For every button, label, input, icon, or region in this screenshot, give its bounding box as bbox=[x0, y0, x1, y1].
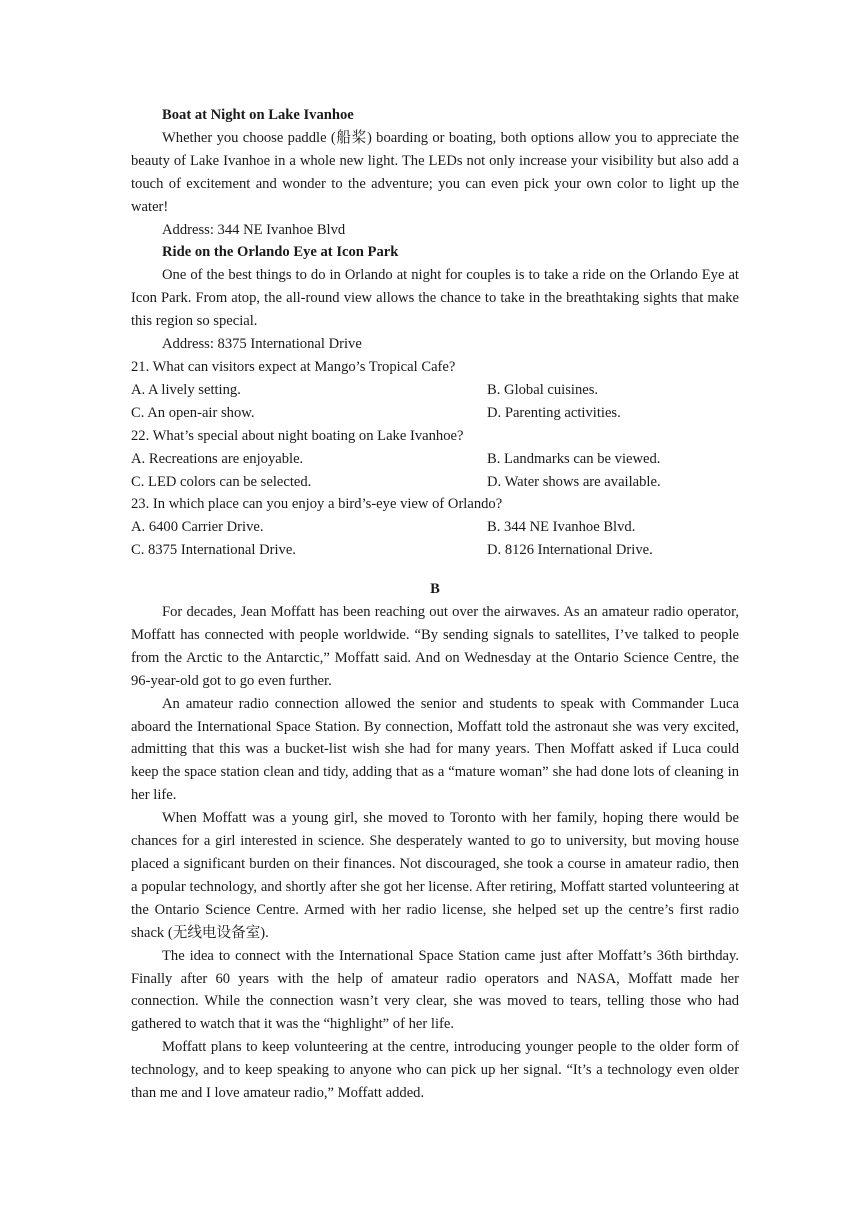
option-a: A. Recreations are enjoyable. bbox=[131, 450, 304, 467]
question-21: 21. What can visitors expect at Mango’s Tropical Cafe? bbox=[131, 358, 456, 375]
option-d: D. 8126 International Drive. bbox=[487, 542, 653, 559]
section-heading-orlando-eye: Ride on the Orlando Eye at Icon Park bbox=[162, 244, 399, 261]
paragraph-b-2: An amateur radio connection allowed the senior and students to speak with Commander Luca aboard the International Space Station. By connection, Moffatt told the astronaut she was very excited, admitting that this was a bucket-list wish she had for many years. Then Moffatt asked if Luca could keep the space station clean and tidy, adding that as a “mature woman” she had done lots of cleaning in her life. bbox=[131, 695, 739, 804]
question-23-options bbox=[131, 516, 739, 562]
section-heading-ivanhoe: Boat at Night on Lake Ivanhoe bbox=[162, 107, 354, 123]
section-b-title: B bbox=[430, 581, 440, 598]
option-a: A. 6400 Carrier Drive. bbox=[131, 519, 264, 536]
option-c: C. 8375 International Drive. bbox=[131, 542, 296, 559]
paragraph-orlando-eye: One of the best things to do in Orlando at night for couples is to take a ride on the Orlando Eye at Icon Park. From atop, the all-round view allows the chance to take in the breathtaking sights that make this region so special. bbox=[131, 267, 739, 330]
option-d: D. Parenting activities. bbox=[487, 404, 621, 421]
option-b: B. Global cuisines. bbox=[487, 381, 599, 398]
option-b: B. Landmarks can be viewed. bbox=[487, 450, 661, 467]
document-page bbox=[131, 104, 739, 1105]
paragraph-b-4: The idea to connect with the International Space Station came just after Moffatt’s 36th birthday. Finally after 60 years with the help of amateur radio operators and NASA, Moffatt made her connection. While the connection wasn’t very clear, she was moved to tears, telling those who had gathered to watch that it was the “highlight” of her life. bbox=[131, 947, 739, 1033]
paragraph-ivanhoe: Whether you choose paddle (船桨) boarding or boating, both options allow you to appreciate the beauty of Lake Ivanhoe in a whole new light. The LEDs not only increase your visibility but also add a touch of excitement and wonder to the adventure; you can even pick your own color to light up the water! bbox=[131, 129, 739, 215]
question-21-options bbox=[131, 379, 739, 425]
question-23: 23. In which place can you enjoy a bird’s-eye view of Orlando? bbox=[131, 496, 503, 513]
address-orlando-eye: Address: 8375 International Drive bbox=[162, 336, 362, 353]
option-c: C. An open-air show. bbox=[131, 404, 255, 421]
option-a: A. A lively setting. bbox=[131, 381, 241, 398]
option-b: B. 344 NE Ivanhoe Blvd. bbox=[487, 519, 636, 536]
option-c: C. LED colors can be selected. bbox=[131, 473, 312, 490]
paragraph-b-5: Moffatt plans to keep volunteering at the centre, introducing younger people to the older form of technology, and to keep speaking to anyone who can pick up her signal. “It’s a technology even older than me and I love amateur radio,” Moffatt added. bbox=[131, 1039, 739, 1102]
paragraph-b-3: When Moffatt was a young girl, she moved to Toronto with her family, hoping there would be chances for a girl interested in science. She desperately wanted to go to university, but moving house placed a significant burden on their finances. Not discouraged, she took a course in amateur radio, then a popular technology, and shortly after she got her license. After retiring, Moffatt started volunteering at the Ontario Science Centre. Armed with her radio license, she helped set up the centre’s first radio shack (无线电设备室). bbox=[131, 810, 739, 941]
address-ivanhoe: Address: 344 NE Ivanhoe Blvd bbox=[162, 221, 346, 238]
question-22-options bbox=[131, 448, 739, 494]
paragraph-b-1: For decades, Jean Moffatt has been reaching out over the airwaves. As an amateur radio operator, Moffatt has connected with people worldwide. “By sending signals to satellites, I’ve talked to people from the Arctic to the Antarctic,” Moffatt said. And on Wednesday at the Ontario Science Centre, the 96-year-old got to go even further. bbox=[131, 604, 739, 689]
question-22: 22. What’s special about night boating on Lake Ivanhoe? bbox=[131, 427, 464, 444]
option-d: D. Water shows are available. bbox=[487, 473, 661, 490]
